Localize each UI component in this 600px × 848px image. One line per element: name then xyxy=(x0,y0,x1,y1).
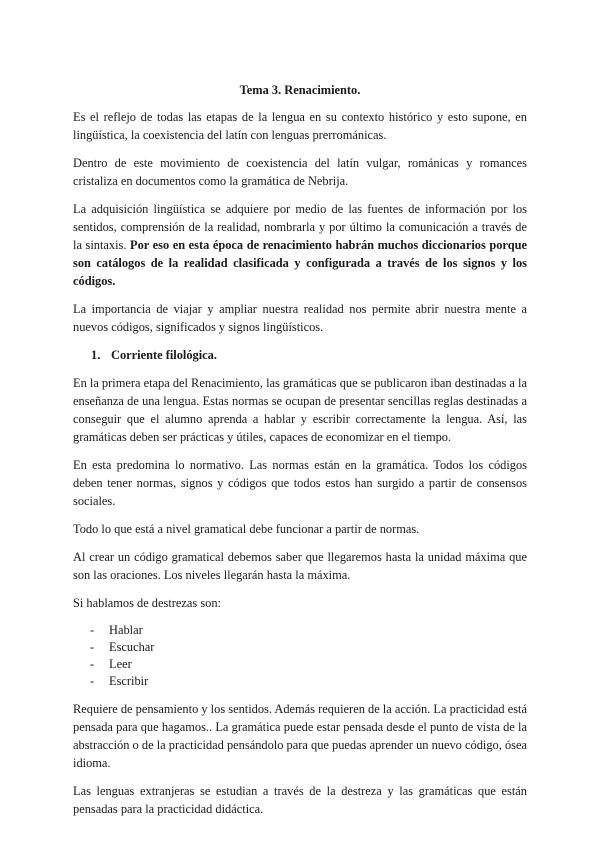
dash-bullet: - xyxy=(90,674,95,688)
paragraph-acquisition-bold: Por eso en esta época de renacimiento habrán muchos diccionarios porque son catálogos de la realidad clasificada y configurada a través de los signos y los códigos. xyxy=(73,238,527,288)
dash-bullet: - xyxy=(90,623,95,637)
list-item xyxy=(90,673,527,690)
paragraph-practicality: Requiere de pensamiento y los sentidos. Además requieren de la acción. La practicidad está pensada para que hagamos.. La gramática puede estar pensada desde el punto de vista de la abstracción o de la practicidad pensándolo para que puedas aprender un nuevo código, ósea idioma. xyxy=(73,702,527,770)
paragraph-skills-intro: Si hablamos de destrezas son: xyxy=(73,596,221,610)
skill-label: Escribir xyxy=(109,674,149,688)
paragraph-acquisition xyxy=(73,200,527,290)
paragraph-foreign-languages: Las lenguas extranjeras se estudian a través de la destreza y las gramáticas que están pensadas para la practicidad didáctica. xyxy=(73,784,527,816)
paragraph-intro: Es el reflejo de todas las etapas de la lengua en su contexto histórico y esto supone, en lingüística, la coexistencia del latín con lenguas prerrománicas. xyxy=(73,110,527,142)
dash-bullet: - xyxy=(90,657,95,671)
paragraph-travel: La importancia de viajar y ampliar nuestra realidad nos permite abrir nuestra mente a nuevos códigos, significados y signos lingüísticos. xyxy=(73,302,527,334)
list-item xyxy=(90,639,527,656)
paragraph-normative: En esta predomina lo normativo. Las normas están en la gramática. Todos los códigos deben tener normas, signos y códigos que todos estos han surgido a partir de consensos sociales. xyxy=(73,458,527,508)
skill-label: Escuchar xyxy=(109,640,155,654)
paragraph-code: Al crear un código gramatical debemos saber que llegaremos hasta la unidad máxima que son las oraciones. Los niveles llegarán hasta la máxima. xyxy=(73,550,527,582)
paragraph-first-stage: En la primera etapa del Renacimiento, las gramáticas que se publicaron iban destinadas a la enseñanza de una lengua. Estas normas se ocupan de presentar sencillas reglas destinadas a conseguir que el alumno aprenda a hablar y escribir correctamente la lengua. Así, las gramáticas deben ser prácticas y útiles, capaces de economizar en el tiempo. xyxy=(73,376,527,444)
skill-label: Leer xyxy=(109,657,132,671)
paragraph-acquisition-text: La adquisición lingüística se adquiere por medio de las fuentes de información por los sentidos, comprensión de la realidad, nombrarla y por último la comunicación a través de la sintaxis. xyxy=(73,202,527,252)
skill-label: Hablar xyxy=(109,623,143,637)
list-item xyxy=(90,656,527,673)
list-item xyxy=(90,622,527,639)
skills-list xyxy=(73,622,527,690)
paragraph-grammar-level: Todo lo que está a nivel gramatical debe funcionar a partir de normas. xyxy=(73,522,420,536)
section-number: 1. xyxy=(91,348,101,362)
section-heading-1 xyxy=(73,346,527,364)
paragraph-coexistence: Dentro de este movimiento de coexistencia del latín vulgar, románicas y romances cristaliza en documentos como la gramática de Nebrija. xyxy=(73,156,527,188)
section-title: Corriente filológica. xyxy=(111,348,217,362)
dash-bullet: - xyxy=(90,640,95,654)
document-title: Tema 3. Renacimiento. xyxy=(239,83,361,97)
